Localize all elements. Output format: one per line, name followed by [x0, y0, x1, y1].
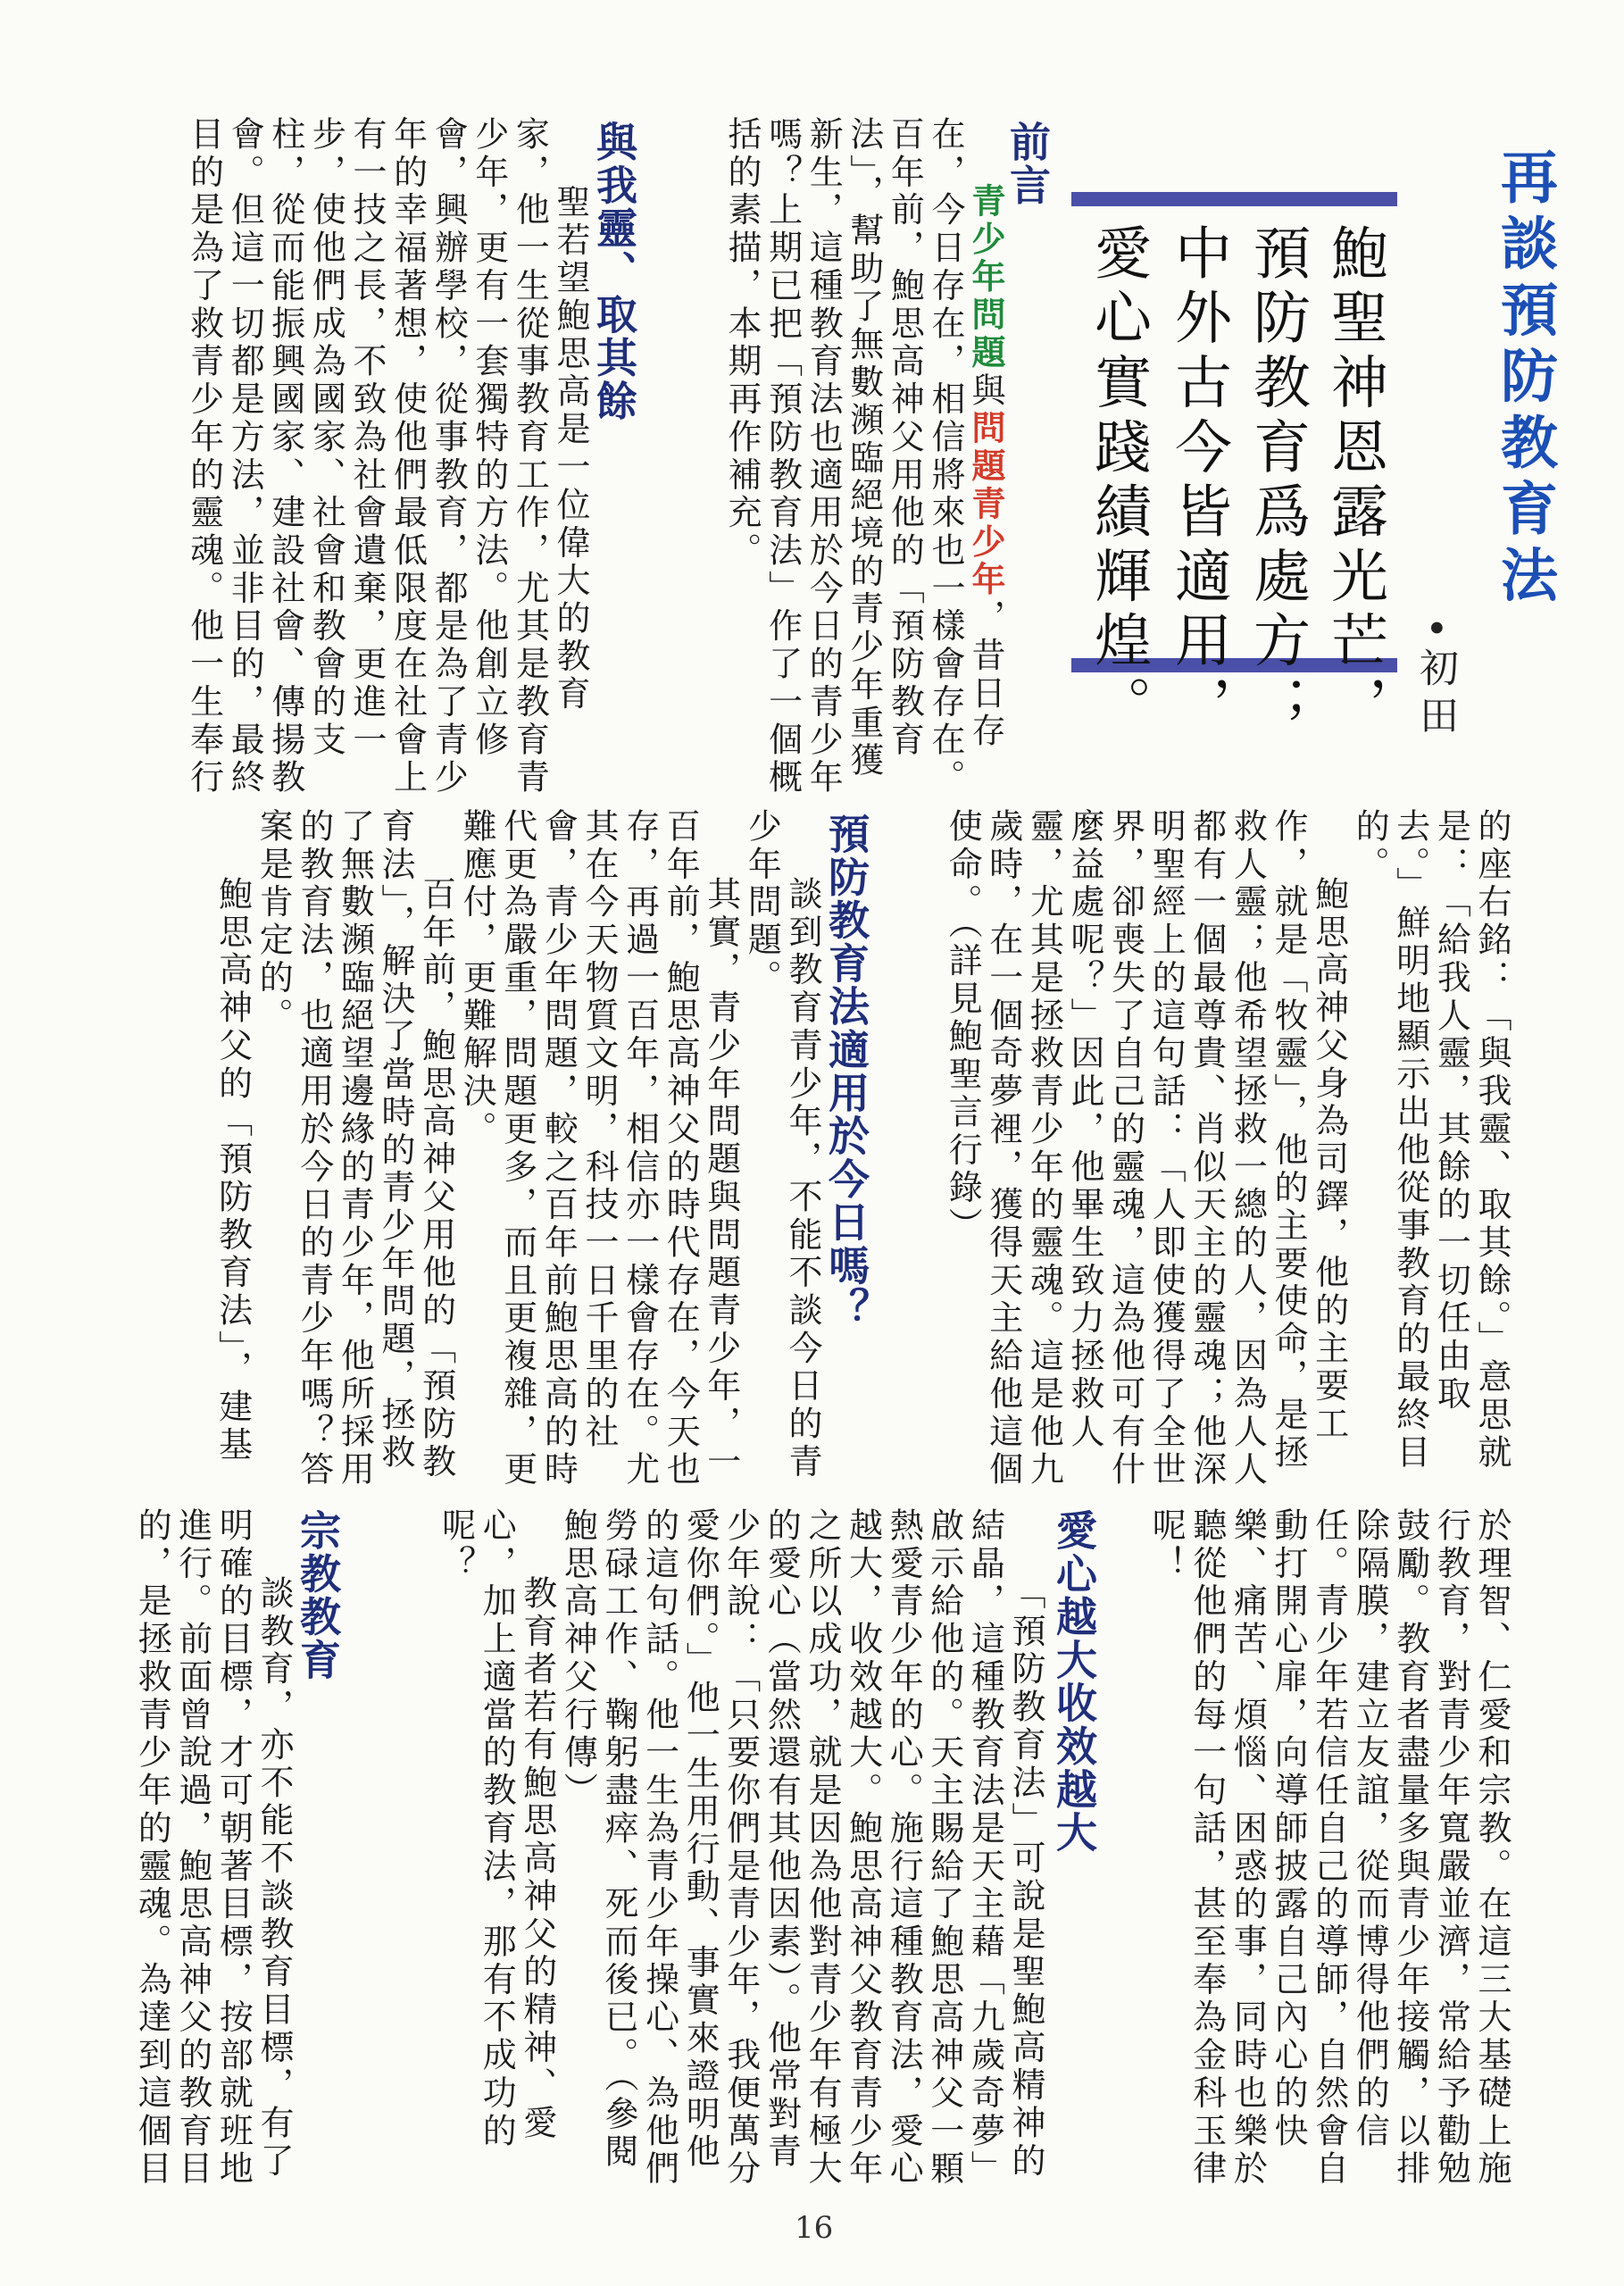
text-column: 任。青少年若信任自己的導師，自然會自: [1309, 1507, 1349, 2189]
text-column: 目的是為了救青少年的靈魂。他一生奉行: [184, 116, 224, 797]
text-column: 新生，這種教育法也適用於今日的青少年: [804, 116, 844, 797]
text-column: 歲時，在一個奇夢裡，獲得天主給他這個: [983, 808, 1023, 1489]
text-column: 的教育法，也適用於今日的青少年嗎？答: [294, 808, 334, 1489]
section-heading-intro: 前言: [1004, 121, 1052, 207]
text-column: 法」，幫助了無數瀕臨絕境的青少年重獲: [844, 116, 884, 780]
text-column: 有一技之長，不致為社會遺棄，更進一: [347, 116, 387, 760]
text-column: 除隔膜，建立友誼，從而博得他們的信: [1350, 1507, 1390, 2151]
text-column: 進行。前面曾說過，鮑思高神父的教育目: [172, 1507, 212, 2189]
text-column: 呢？: [436, 1507, 476, 1583]
section-heading-soul: 與我靈、取其餘: [590, 121, 638, 423]
text-column: 界，卻喪失了自己的靈魂，這為他可有什: [1105, 808, 1145, 1489]
text-column: 少年問題。: [742, 808, 782, 997]
text-column: 之所以成功，就是因為他對青少年有極大: [803, 1507, 842, 2189]
text-column: 聽從他們的每一句話，甚至奉為金科玉律: [1187, 1507, 1227, 2189]
text-column: 會，興辦學校，從事教育，都是為了青少: [429, 116, 469, 797]
text-column: 明確的目標，才可朝著目標，按部就班地: [213, 1507, 254, 2189]
text-column: 救人靈；他希望拯救一總的人，因為人人: [1228, 808, 1268, 1489]
text-column: 靈，尤其是拯救青少年的靈魂。這是他九: [1024, 808, 1064, 1489]
text-column: 心，加上適當的教育法，那有不成功的: [477, 1507, 517, 2151]
text-column: 鮑思高神父身為司鐸，他的主要工: [1309, 876, 1349, 1444]
text-column: 鮑思高神父行傳）: [558, 1507, 598, 1810]
text-column: 案是肯定的。: [254, 808, 294, 1036]
text-column: 百年前，鮑思高神父的時代存在，今天也: [661, 808, 701, 1489]
text-column: 鼓勵。教育者盡量多與青少年接觸，以排: [1390, 1507, 1430, 2189]
text-column: 越大，收效越大。鮑思高神父教育青少年: [843, 1507, 883, 2189]
text-column: 少年，更有一套獨特的方法。他創立修: [469, 116, 509, 760]
text-column: 會。但這一切都是方法，並非目的，最終: [225, 116, 265, 797]
motto-line: 愛心實踐績輝煌。: [1085, 223, 1151, 740]
text-column: 青少年問題與問題青少年，昔日存: [966, 183, 1006, 751]
text-column: 年的幸福著想，使他們最低限度在社會上: [387, 116, 428, 797]
text-column: 熱愛青少年的心。施行這種教育法，愛心: [884, 1507, 924, 2189]
text-column: 於理智、仁愛和宗教。在這三大基礎上施: [1472, 1507, 1512, 2189]
text-column: 行教育，對青少年寬嚴並濟，常給予勸勉: [1431, 1507, 1471, 2189]
text-column: 勞碌工作、鞠躬盡瘁、死而後已。（參閱: [599, 1507, 638, 2172]
motto-line: 中外古今皆適用，: [1165, 223, 1231, 740]
author-byline: •初田: [1412, 616, 1458, 742]
text-column: 會，青少年問題，較之百年前鮑思高的時: [538, 808, 579, 1489]
text-column: 呢！: [1146, 1507, 1187, 1583]
text-column: 的這句話。他一生為青少年操心、為他們: [639, 1507, 679, 2189]
text-column: 結晶，這種教育法是天主藉「九歲奇夢」: [965, 1507, 1005, 2189]
text-column: 談到教育青少年，不能不談今日的青: [783, 876, 822, 1481]
motto-line: 預防教育爲處方；: [1244, 223, 1310, 740]
text-column: 聖若望鮑思高是一位偉大的教育: [551, 184, 590, 714]
text-column: 難應付，更難解決。: [457, 808, 497, 1149]
text-column: 步，使他們成為國家、社會和教會的支: [306, 116, 346, 760]
text-column: 去。」鮮明地顯示出他從事教育的最終目: [1390, 808, 1430, 1473]
text-column: 少年說：「只要你們是青少年，我便萬分: [720, 1507, 761, 2189]
text-column: 麼益處呢？」因此，他畢生致力拯救人: [1065, 808, 1104, 1452]
highlight-term: 青少年問題: [966, 183, 1006, 372]
text-column: 鮑思高神父的「預防教育法」，建基: [212, 876, 253, 1464]
text-column: 的，是拯救青少年的靈魂。為達到這個目: [132, 1507, 172, 2189]
section-heading-love: 愛心越大收效越大: [1050, 1509, 1098, 1855]
text-column: 的座右銘：「與我靈、取其餘。」意思就: [1472, 808, 1512, 1473]
text-column: 嗎？上期已把「預防教育法」作了一個概: [762, 116, 803, 797]
motto-line: 鮑聖神恩露光芒，: [1321, 223, 1387, 740]
text-column: 啟示給他的。天主賜給了鮑思高神父一顆: [924, 1507, 964, 2189]
section-heading-religion: 宗教教育: [294, 1509, 342, 1682]
text-column: 百年前，鮑思高神父用他的「預防教: [416, 876, 456, 1481]
text-column: 的。: [1350, 808, 1390, 884]
text-column: 育法」，解決了當時的青少年問題，拯救: [376, 808, 415, 1473]
text-column: 都有一個最尊貴、肖似天主的靈魂；他深: [1187, 808, 1227, 1489]
text-column: 的愛心（當然還有其他因素）。他常對青: [762, 1507, 802, 2172]
text-column: 了無數瀕臨絕望邊緣的青少年，他所採用: [335, 808, 375, 1489]
text-column: 動打開心扉，向導師披露自己內心的快: [1269, 1507, 1308, 2151]
text-column: 括的素描，本期再作補充。: [722, 116, 762, 571]
text-column: 明聖經上的這句話：「人即使獲得了全世: [1146, 808, 1187, 1489]
text-column: 柱，從而能振興國家、建設社會、傳揚教: [265, 116, 305, 797]
text-column: 百年前，鮑思高神父用他的「預防教育: [885, 116, 925, 760]
article-title: 再談預防教育法: [1491, 147, 1558, 612]
text-column: 家，他一生從事教育工作，尤其是教育青: [510, 116, 550, 797]
page-number: 16: [795, 2210, 834, 2246]
text-column: 談教育，亦不能不談教育目標，有了: [254, 1575, 294, 2181]
text-column: 是：「給我人靈，其餘的一切任由取: [1431, 808, 1471, 1414]
text-column: 其在今天物質文明，科技一日千里的社: [579, 808, 619, 1452]
text-column: 其實，青少年問題與問題青少年，一: [701, 876, 741, 1481]
text-column: 使命。（詳見鮑聖言行錄）: [943, 808, 983, 1246]
motto-top-bar: [1071, 192, 1397, 206]
highlight-term: 問題青少年: [966, 410, 1006, 600]
text-column: 在，今日存在，相信將來也一樣會存在。: [926, 116, 965, 797]
text-column: 存，再過一百年，相信亦一樣會存在。尤: [620, 808, 660, 1489]
text-column: 「預防教育法」可說是聖鮑高精神的: [1006, 1575, 1045, 2181]
text-column: 教育者若有鮑思高神父的精神、愛: [517, 1575, 557, 2143]
text-column: 代更為嚴重，問題更多，而且更複雜，更: [497, 808, 537, 1489]
text-column: 樂、痛苦、煩惱、困惑的事，同時也樂於: [1228, 1507, 1268, 2189]
text-column: 作，就是「牧靈」，他的主要使命，是拯: [1269, 808, 1308, 1473]
text-column: 愛你們。」他一生用行動、事實來證明他: [680, 1507, 720, 2172]
section-heading-applicable: 預防教育法適用於今日嗎？: [822, 813, 870, 1331]
